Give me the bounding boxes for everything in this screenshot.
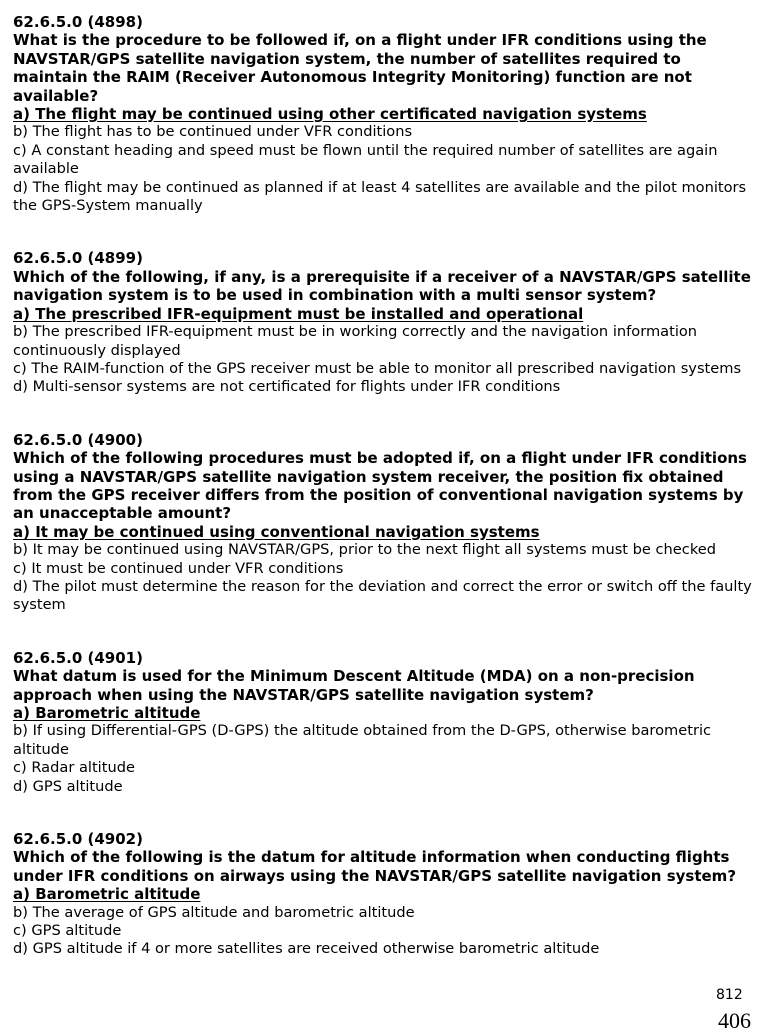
question-block (13, 13, 755, 215)
answer-option: b) The prescribed IFR-equipment must be in working correctly and the navigation information continuously displayed (13, 323, 698, 359)
answer-option: d) GPS altitude if 4 or more satellites are received otherwise barometric altitude (13, 940, 600, 958)
correct-answer: a) Barometric altitude (13, 704, 201, 722)
question-block (13, 249, 755, 396)
answer-option: c) A constant heading and speed must be flown until the required number of satellites are again available (13, 141, 718, 178)
question-text: Which of the following is the datum for altitude information when conducting flights under IFR conditions on airways using the NAVSTAR/GPS satellite navigation system? (13, 848, 737, 885)
question-block (13, 431, 755, 615)
document-page (13, 13, 755, 993)
answer-option: c) The RAIM-function of the GPS receiver must be able to monitor all prescribed navigation systems (13, 359, 742, 377)
correct-answer: a) The prescribed IFR-equipment must be installed and operational (13, 304, 584, 323)
page-number: 812 (716, 987, 743, 1003)
answer-option: b) It may be continued using NAVSTAR/GPS, prior to the next flight all systems must be checked (13, 541, 716, 559)
question-block (13, 649, 755, 796)
question-id: 62.6.5.0 (4900) (13, 430, 143, 449)
answer-option: d) GPS altitude (13, 777, 123, 795)
answer-option: d) Multi-sensor systems are not certificated for flights under IFR conditions (13, 378, 561, 396)
question-text: What datum is used for the Minimum Descent Altitude (MDA) on a non-precision approach when using the NAVSTAR/GPS satellite navigation system? (13, 667, 695, 704)
answer-option: b) If using Differential-GPS (D-GPS) the altitude obtained from the D-GPS, otherwise barometric altitude (13, 722, 712, 758)
question-text: Which of the following, if any, is a prerequisite if a receiver of a NAVSTAR/GPS satellite navigation system is to be used in combination with a multi sensor system? (13, 267, 751, 305)
answer-option: d) The pilot must determine the reason for the deviation and correct the error or switch off the faulty system (13, 577, 752, 614)
answer-option: c) Radar altitude (13, 759, 135, 777)
question-text: Which of the following procedures must be adopted if, on a flight under IFR conditions using a NAVSTAR/GPS satellite navigation system receiver, the position fix obtained from the GPS receiver differs from the position of conventional navigation systems by an unacceptable amount? (13, 449, 747, 523)
question-block (13, 830, 755, 959)
answer-option: d) The flight may be continued as planned if at least 4 satellites are available and the pilot monitors the GPS-System manually (13, 178, 747, 215)
question-id: 62.6.5.0 (4902) (13, 830, 143, 849)
answer-option: b) The average of GPS altitude and barometric altitude (13, 903, 415, 921)
correct-answer: a) Barometric altitude (13, 885, 201, 904)
question-id: 62.6.5.0 (4901) (13, 648, 143, 667)
correct-answer: a) The flight may be continued using other certificated navigation systems (13, 105, 647, 124)
question-id: 62.6.5.0 (4899) (13, 249, 143, 268)
answer-option: b) The flight has to be continued under VFR conditions (13, 123, 413, 141)
page-number-secondary: 406 (718, 1008, 751, 1033)
answer-option: c) It must be continued under VFR conditions (13, 559, 344, 577)
question-id: 62.6.5.0 (4898) (13, 13, 143, 31)
question-text: What is the procedure to be followed if, on a flight under IFR conditions using the NAVSTAR/GPS satellite navigation system, the number of satellites required to maintain the RAIM (Receiver Autonomous Integrity Monitoring) function are not available? (13, 31, 707, 105)
answer-option: c) GPS altitude (13, 922, 122, 940)
correct-answer: a) It may be continued using conventional navigation systems (13, 522, 540, 541)
